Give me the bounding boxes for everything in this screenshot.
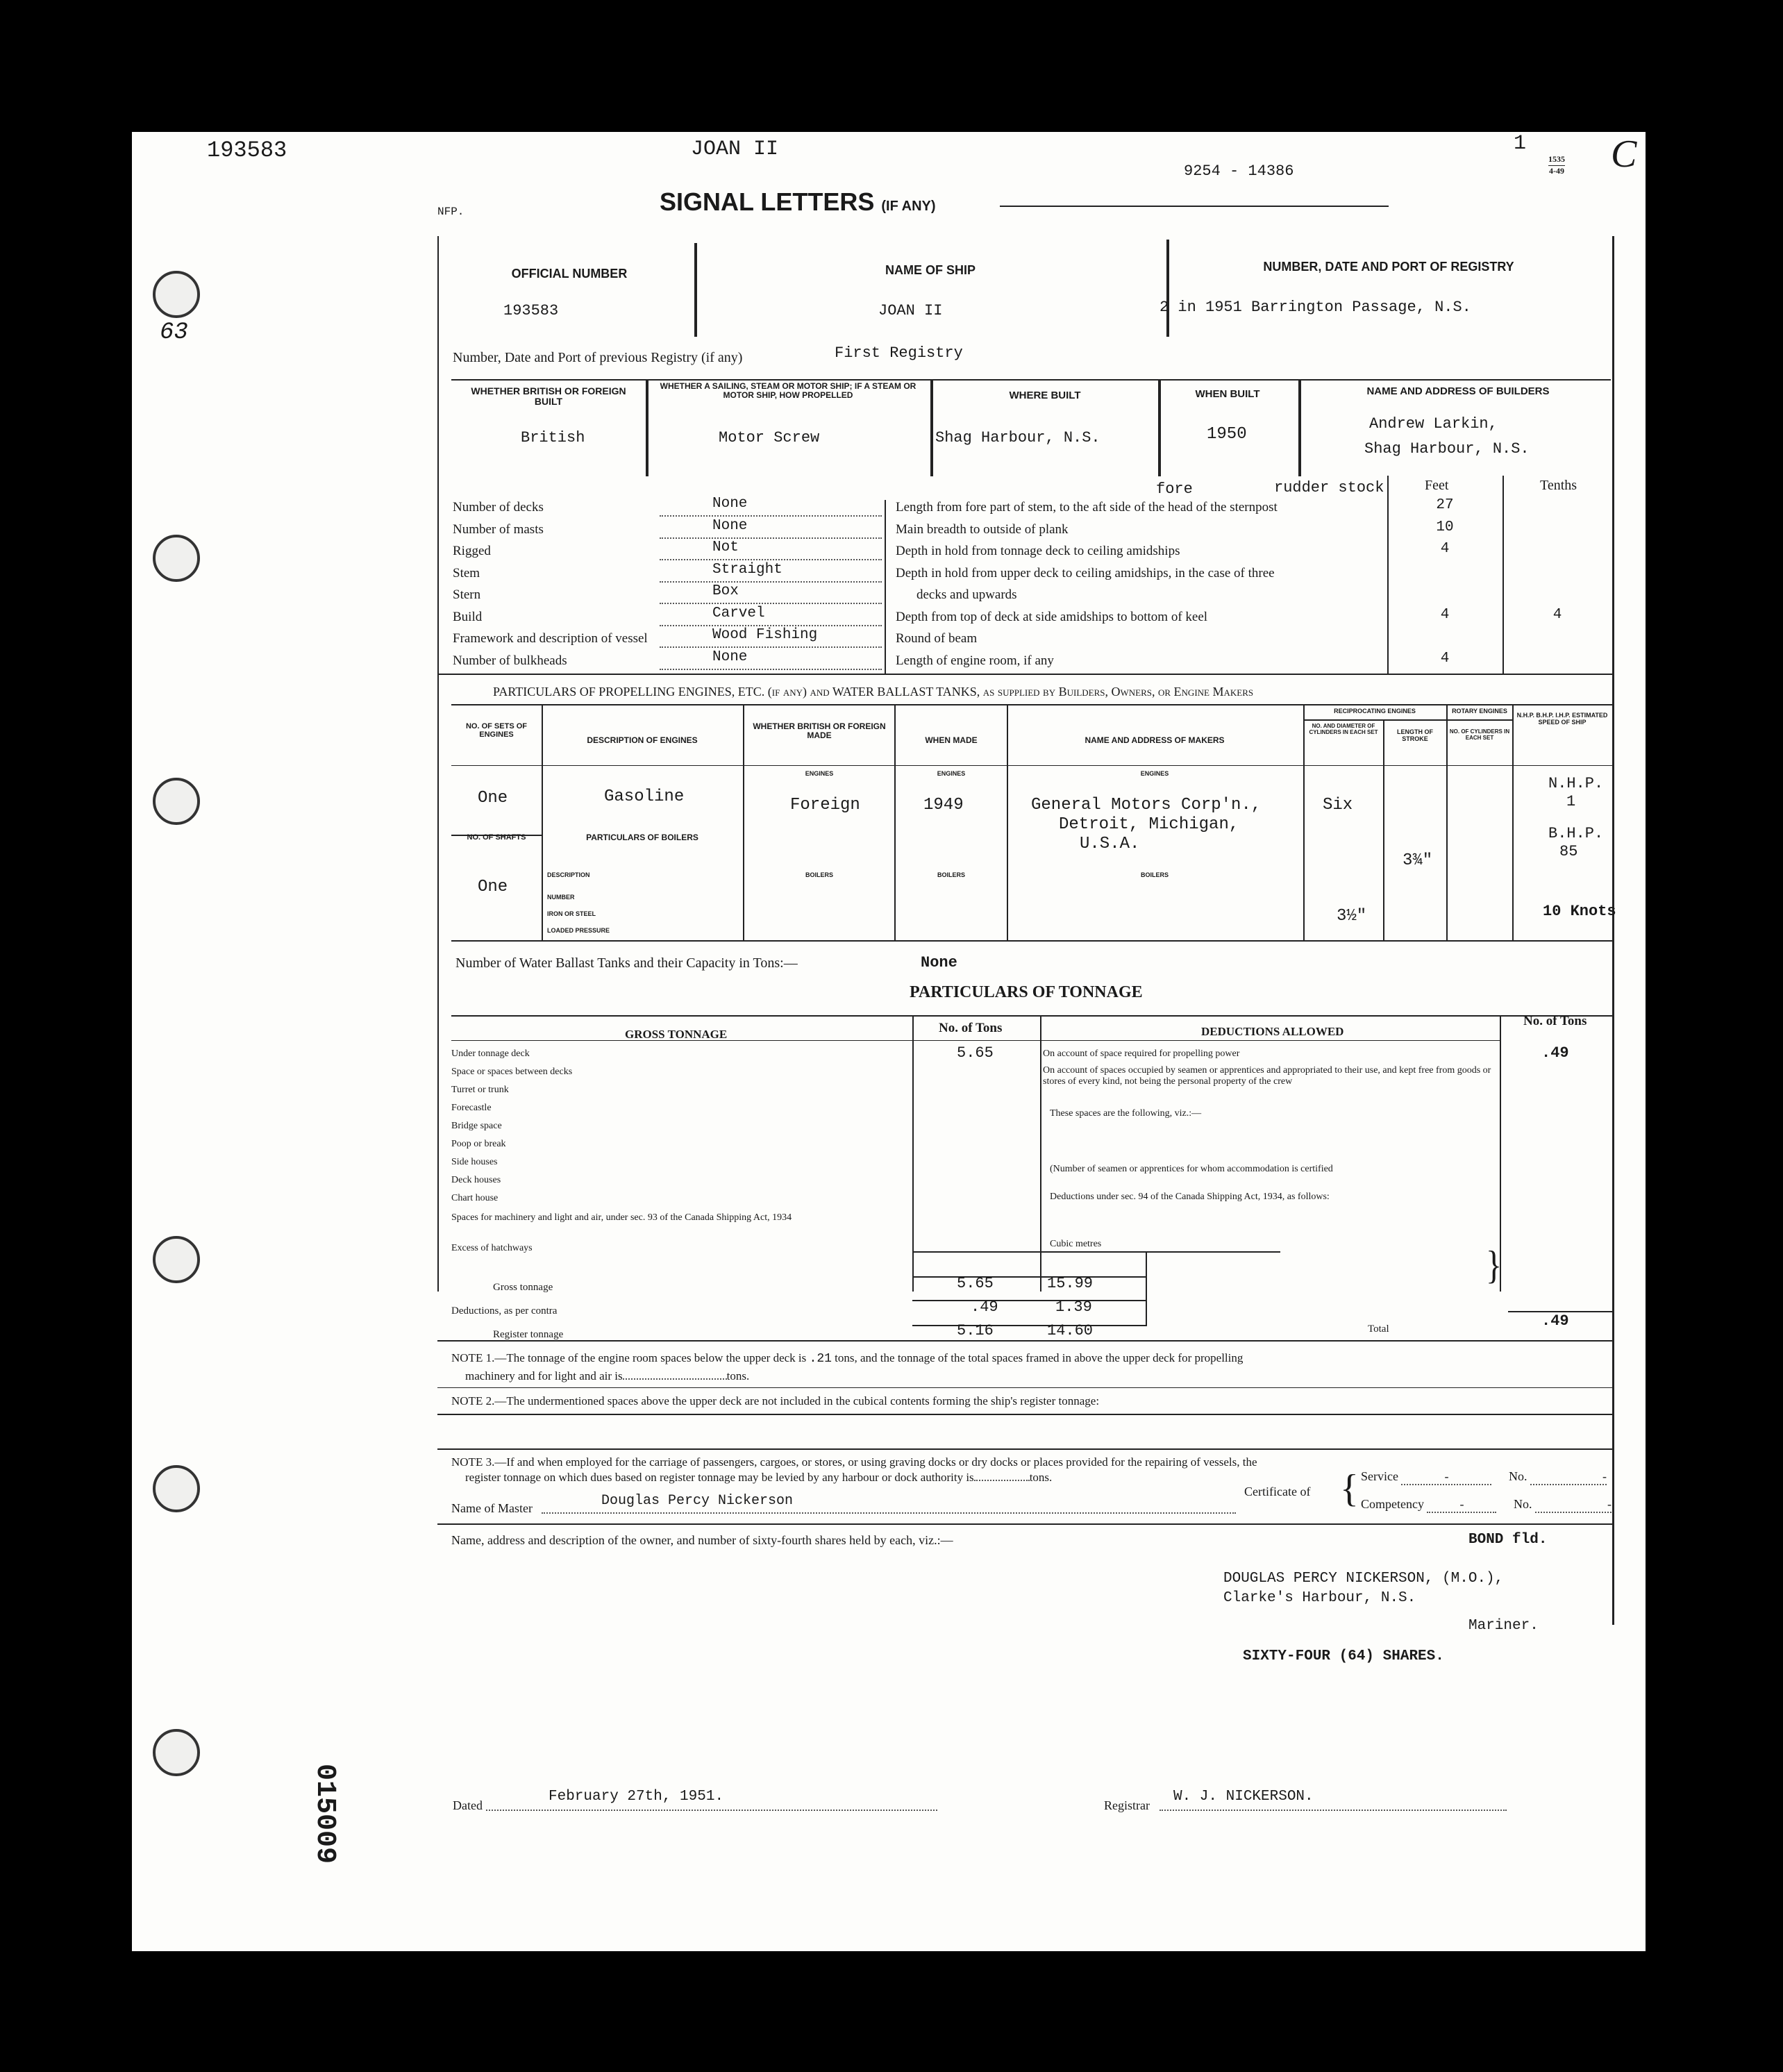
where-built: Shag Harbour, N.S. [935,429,1100,446]
note-1-cont: machinery and for light and air is tons. [465,1369,750,1382]
deduction-propelling: On account of space required for propelling power [1043,1048,1240,1059]
owner-shares: SIXTY-FOUR (64) SHARES. [1243,1648,1444,1664]
ship-name: JOAN II [878,302,943,319]
particular-value: Carvel [712,605,765,621]
h-sets-of-engines: NO. OF SETS OF ENGINES [465,722,527,740]
deduction-crew: On account of spaces occupied by seamen or apprentices and appropriated to their use, and kept free from goods or stores of every kind, not being the personal property of the crew [1043,1065,1491,1087]
engine-speed: 10 Knots [1543,903,1616,920]
nfp-mark: NFP. [437,206,464,218]
dimension-label: Length of engine room, if any [896,653,1054,668]
page-number: 1 [1514,132,1527,156]
deduction-spaces: These spaces are the following, viz.:— [1050,1108,1202,1119]
master-value: Douglas Percy Nickerson [601,1493,794,1509]
margin-mark: 63 [160,319,188,346]
how-propelled: Motor Screw [719,429,820,446]
h-stroke: LENGTH OF STROKE [1397,728,1433,742]
registrar-value: W. J. NICKERSON. [1173,1789,1314,1805]
h-british-built: WHETHER BRITISH OR FOREIGN BUILT [471,385,626,408]
engine-maker-3: U.S.A. [1080,835,1140,853]
engine-nhp-label: N.H.P. [1548,775,1604,792]
deduction-seamen: (Number of seamen or apprentices for whom accommodation is certified [1050,1164,1333,1174]
dimension-feet: 10 [1436,519,1454,535]
engine-diameter: 3½" [1337,907,1367,926]
register-label: Register tonnage [493,1329,564,1340]
deduct-cubic: 1.39 [1055,1298,1092,1316]
h-how-propelled: WHETHER A SAILING, STEAM OR MOTOR SHIP; IF A STEAM OR MOTOR SHIP, HOW PROPELLED [660,381,916,401]
dimension-label: Depth in hold from upper deck to ceiling amidships, in the case of three [896,565,1275,580]
dimension-feet: 4 [1440,606,1450,623]
h-shafts: NO. OF SHAFTS [467,833,526,842]
boiler-iron-steel: IRON OR STEEL [547,910,596,917]
engine-bhp-label: B.H.P. [1548,825,1604,842]
gross-tonnage-row: Chart house [451,1193,499,1203]
h-when-built: WHEN BUILT [1195,388,1260,400]
engine-nhp: 1 [1566,793,1576,810]
gross-tonnage-row: Side houses [451,1157,498,1167]
punch-hole [153,271,200,318]
stamp-number: 193583 [207,137,287,163]
note-3: NOTE 3.—If and when employed for the carriage of passengers, cargoes, or stores, or using graving docks or dry docks or places provided for the repairing of vessels, the [451,1455,1257,1469]
dated-label: Dated [453,1798,483,1812]
punch-hole [153,1236,200,1283]
boiler-pressure: LOADED PRESSURE [547,927,610,934]
total-label: Total [1368,1323,1389,1335]
h-where-built: WHERE BUILT [1009,390,1081,401]
gross-label: Gross tonnage [493,1282,553,1293]
deduction-value: .49 [1541,1044,1569,1062]
competency-row: Competency - No. - [1361,1497,1612,1513]
engine-bhp: 85 [1559,843,1578,860]
particular-label: Stem [453,565,480,580]
h-rotary-cylinders: NO. OF CYLINDERS IN EACH SET [1449,728,1510,741]
punch-hole [153,535,200,582]
punch-hole [153,778,200,825]
gross-tonnage-row: Turret or trunk [451,1085,509,1095]
brace: } [1486,1243,1502,1288]
dimension-label: Main breadth to outside of plank [896,521,1069,537]
particular-value: None [712,649,748,665]
register-tons: 5.16 [957,1322,994,1339]
h-deductions: DEDUCTIONS ALLOWED [1201,1025,1344,1038]
deductions-contra-label: Deductions, as per contra [451,1305,558,1317]
h-british-foreign-made: WHETHER BRITISH OR FOREIGN MADE [753,721,886,741]
h-no-of-tons: No. of Tons [939,1021,1003,1035]
certificate-label: Certificate of [1244,1485,1311,1498]
gross-tonnage-row: Deck houses [451,1175,501,1185]
engine-maker-2: Detroit, Michigan, [1059,815,1239,834]
registry-value: 2 in 1951 Barrington Passage, N.S. [1160,299,1471,316]
dimension-label: Length from fore part of stem, to the aft side of the head of the sternpost [896,500,1278,515]
under-deck-tons: 5.65 [957,1044,994,1062]
ballast-value: None [921,954,957,971]
tonnage-title: PARTICULARS OF TONNAGE [910,983,1143,1001]
note-1: NOTE 1.—The tonnage of the engine room spaces below the upper deck is .21 tons, and the tonnage of the total spaces framed in above the upper deck for propelling [451,1351,1244,1366]
particular-label: Rigged [453,544,491,558]
gross-tonnage-row: Forecastle [451,1103,492,1113]
sub-boilers-made: BOILERS [805,871,833,878]
certificate-brace: { [1340,1467,1359,1510]
gross-tonnage-row: Bridge space [451,1121,502,1131]
engine-when: 1949 [923,796,964,814]
register-cubic: 14.60 [1047,1322,1094,1339]
h-engine-description: DESCRIPTION OF ENGINES [587,735,698,745]
fore-note: fore [1156,481,1193,498]
british-built: British [521,429,585,446]
h-no-of-tons-right: No. of Tons [1523,1014,1587,1028]
particular-value: Straight [712,561,782,578]
h-when-made: WHEN MADE [925,735,978,745]
boiler-number: NUMBER [547,894,575,901]
dimension-tenths: 4 [1552,606,1562,623]
engine-made: Foreign [790,796,860,814]
master-label: Name of Master [451,1501,533,1515]
owner-label: Name, address and description of the owner, and number of sixty-fourth shares held by each, viz.:— [451,1533,953,1547]
deduction-sec94: Deductions under sec. 94 of the Canada Shipping Act, 1934, as follows: [1050,1192,1330,1202]
sub-engines-made: ENGINES [805,770,834,777]
boiler-description: DESCRIPTION [547,871,590,878]
gross-tonnage-row: Spaces for machinery and light and air, under sec. 93 of the Canada Shipping Act, 1934 [451,1212,792,1223]
engine-description: Gasoline [604,787,685,806]
note-2: NOTE 2.—The undermentioned spaces above the upper deck are not included in the cubical contents forming the ship's register tonnage: [451,1394,1100,1407]
total-value: .49 [1541,1312,1569,1330]
h-reciprocating: RECIPROCATING ENGINES [1334,708,1416,715]
corner-letter: C [1611,133,1637,176]
sub-engines-when: ENGINES [937,770,966,777]
note-3-cont: register tonnage on which dues based on register tonnage may be levied by any harbour or dock authority is tons. [465,1471,1053,1484]
particular-label: Number of decks [453,500,544,515]
rudder-note: rudder stock [1274,479,1384,496]
h-power-speed: N.H.P. B.H.P. I.H.P. ESTIMATED SPEED OF SHIP [1516,712,1608,726]
gross-tonnage-row: Space or spaces between decks [451,1067,573,1077]
registry-document [132,132,1646,1951]
particular-value: Wood Fishing [712,627,818,643]
particular-label: Number of bulkheads [453,653,567,668]
dimension-feet: 4 [1440,541,1450,557]
builder-name: Andrew Larkin, [1369,415,1498,433]
dimension-feet: 4 [1440,650,1450,667]
engine-cylinders: Six [1323,796,1353,814]
particular-label: Number of masts [453,521,544,537]
ballast-label: Number of Water Ballast Tanks and their Capacity in Tons:— [455,955,798,971]
owner-name: DOUGLAS PERCY NICKERSON, (M.O.), [1223,1571,1504,1587]
service-row: Service - No. - [1361,1469,1607,1485]
particular-value: Not [712,540,739,555]
h-boilers: PARTICULARS OF BOILERS [586,833,698,842]
gross-tonnage-row: Excess of hatchways [451,1243,533,1253]
dimension-label: Depth in hold from tonnage deck to ceiling amidships [896,544,1180,558]
dimension-feet: 27 [1436,497,1454,513]
h-builders: NAME AND ADDRESS OF BUILDERS [1366,385,1550,397]
side-number: 015009 [309,1764,340,1864]
dimension-label: Depth from top of deck at side amidships to bottom of keel [896,609,1208,624]
particular-label: Build [453,609,483,624]
h-official-number: OFFICIAL NUMBER [511,267,628,281]
h-feet: Feet [1425,478,1449,493]
bond: BOND fld. [1468,1532,1548,1548]
engine-maker-1: General Motors Corp'n., [1031,796,1262,814]
builder-address: Shag Harbour, N.S. [1364,440,1530,458]
deduct-tons: .49 [971,1298,998,1316]
form-code: 1535 4-49 [1548,154,1565,176]
h-gross-tonnage: GROSS TONNAGE [625,1028,728,1041]
sub-boilers-when: BOILERS [937,871,965,878]
particular-value: None [712,496,748,512]
registrar-label: Registrar [1104,1798,1150,1812]
signal-letters-title: SIGNAL LETTERS (IF ANY) [660,187,936,216]
signal-letters-line [1000,206,1389,207]
h-name-of-ship: NAME OF SHIP [885,263,976,277]
engine-stroke: 3¾" [1403,851,1433,870]
h-tenths: Tenths [1540,478,1577,493]
gross-tonnage-row: Under tonnage deck [451,1048,530,1059]
when-built: 1950 [1207,425,1247,444]
h-rotary: ROTARY ENGINES [1452,708,1507,715]
ship-name-top: JOAN II [691,137,779,161]
previous-registry-value: First Registry [835,344,963,362]
owner-address: Clarke's Harbour, N.S. [1223,1590,1416,1606]
punch-hole [153,1729,200,1776]
dimension-label: Round of beam [896,631,978,646]
cubic-metres-label: Cubic metres [1050,1239,1102,1249]
dimension-label: decks and upwards [916,587,1017,602]
punch-hole [153,1465,200,1512]
particular-label: Stern [453,587,481,602]
previous-registry-label: Number, Date and Port of previous Registry (if any) [453,350,743,365]
official-number: 193583 [503,302,559,319]
dated-value: February 27th, 1951. [549,1789,724,1805]
gross-cubic: 15.99 [1047,1275,1094,1292]
engine-sets: One [478,789,508,808]
h-registry: NUMBER, DATE AND PORT OF REGISTRY [1263,260,1514,274]
h-cylinders: NO. AND DIAMETER OF CYLINDERS IN EACH SET [1309,723,1378,735]
gross-tonnage-row: Poop or break [451,1139,506,1149]
shafts: One [478,878,508,896]
particular-value: None [712,517,748,534]
sub-boilers-makers: BOILERS [1140,871,1169,878]
particular-value: Box [712,583,739,599]
ref-numbers: 9254 - 14386 [1184,162,1294,180]
sub-engines-makers: ENGINES [1140,770,1169,777]
h-makers: NAME AND ADDRESS OF MAKERS [1085,735,1225,745]
gross-tons: 5.65 [957,1275,994,1292]
particular-label: Framework and description of vessel [453,631,648,646]
engines-title: PARTICULARS OF PROPELLING ENGINES, ETC. (if any) and WATER BALLAST TANKS, as supplied by Builders, Owners, or Engine Makers [493,685,1254,699]
owner-occupation: Mariner. [1468,1618,1539,1634]
